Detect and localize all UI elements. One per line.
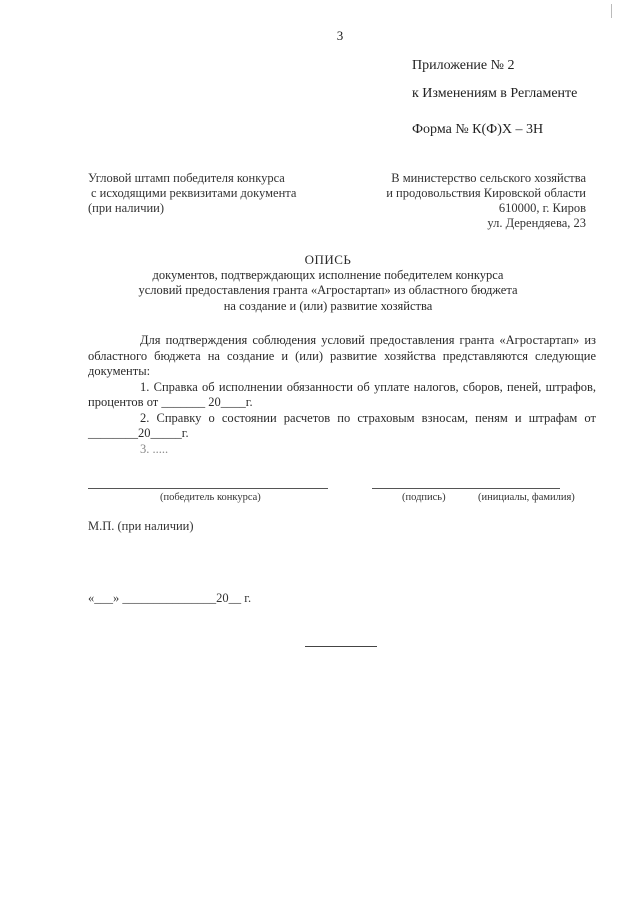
document-title xyxy=(88,252,568,314)
date-line: «___» _______________20__ г. xyxy=(88,591,252,605)
appendix-to-label: к Изменениям в Регламенте xyxy=(412,86,578,101)
corner-mark xyxy=(611,4,612,18)
sender-line: с исходящими реквизитами документа xyxy=(91,186,297,200)
body-item: 3. ..... xyxy=(140,441,169,456)
recipient-line: В министерство сельского хозяйства xyxy=(391,171,586,185)
winner-signature-line xyxy=(88,488,328,489)
sender-line: (при наличии) xyxy=(88,201,165,215)
end-rule xyxy=(305,646,377,647)
winner-caption: (победитель конкурса) xyxy=(160,492,261,503)
body-item: 2. Справку о состоянии расчетов по страховым взносам, пеням и штрафам от ________20_____г. xyxy=(88,410,596,440)
recipient-line: ул. Дерендяева, 23 xyxy=(487,216,586,230)
document-body xyxy=(88,333,596,457)
appendix-label: Приложение № 2 xyxy=(412,58,515,73)
title-heading: ОПИСЬ xyxy=(304,252,352,267)
sender-line: Угловой штамп победителя конкурса xyxy=(88,171,285,185)
recipient-line: 610000, г. Киров xyxy=(498,201,586,215)
signature-caption: (подпись) xyxy=(402,492,446,503)
title-line: на создание и (или) развитие хозяйства xyxy=(223,298,433,313)
initials-caption: (инициалы, фамилия) xyxy=(478,492,575,503)
signature-line xyxy=(372,488,560,489)
title-line: документов, подтверждающих исполнение победителем конкурса xyxy=(152,267,504,282)
title-line: условий предоставления гранта «Агростартап» из областного бюджета xyxy=(138,283,518,297)
body-item: 1. Справка об исполнении обязанности об уплате налогов, сборов, пеней, штрафов, процентов от _______ 20____г. xyxy=(88,379,596,409)
page-number: 3 xyxy=(336,28,344,43)
recipient-block xyxy=(360,171,586,231)
sender-block xyxy=(88,171,296,216)
form-number: Форма № К(Ф)Х – 3Н xyxy=(412,122,544,137)
body-intro: Для подтверждения соблюдения условий предоставления гранта «Агростартап» из областного бюджета на создание и (или) развитие хозяйства представляются следующие документы: xyxy=(88,333,596,378)
stamp-note: М.П. (при наличии) xyxy=(88,519,194,533)
recipient-line: и продовольствия Кировской области xyxy=(386,186,586,200)
